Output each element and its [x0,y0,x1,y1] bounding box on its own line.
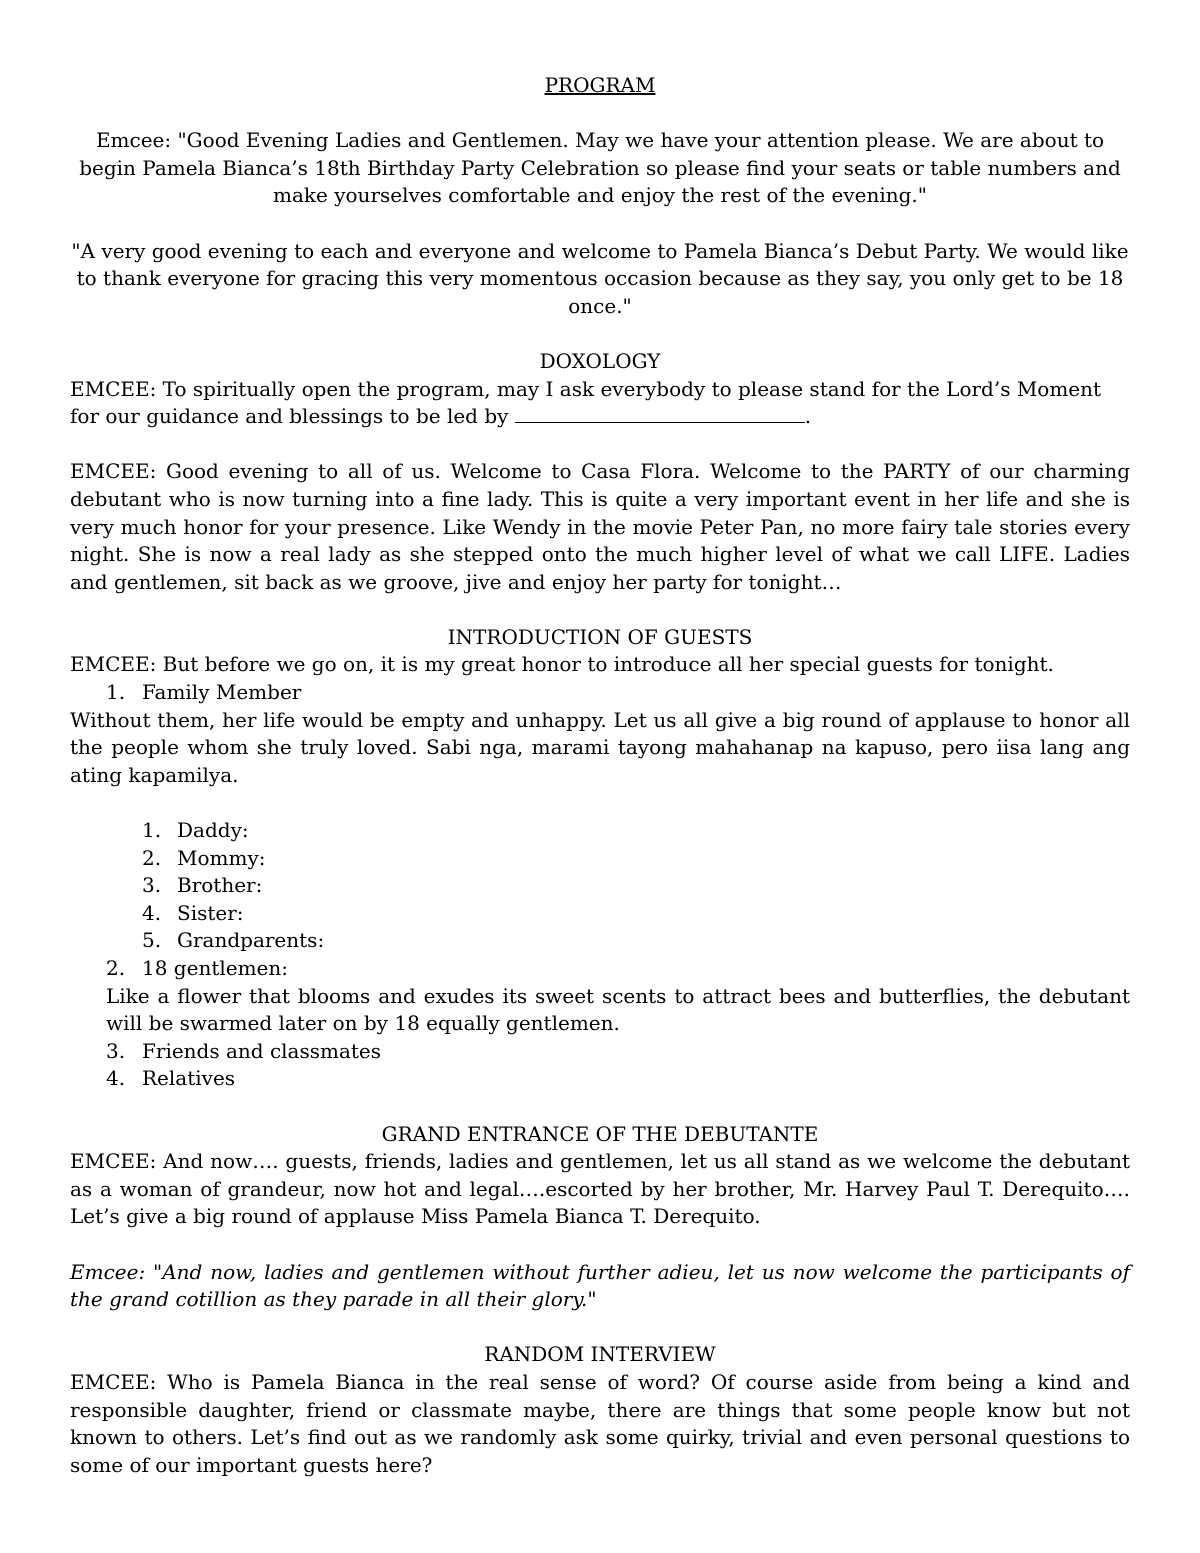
intro-paragraph-1: Emcee: "Good Evening Ladies and Gentlemen. May we have your attention please. We are about to begin Pamela Bianca’s 18th Birthday Party Celebration so please find your seats or table numbers and make yourselves comfortable and enjoy the rest of the evening." [79,128,1121,208]
family-member-label: Brother: [177,873,263,898]
spacer [70,1314,1130,1342]
intro-paragraph-2: "A very good evening to each and everyone and welcome to Pamela Bianca’s Debut Party. We would like to thank everyone for gracing this very momentous occasion because as they say, you only get to be 18 once." [71,238,1129,318]
spacer [70,596,1130,624]
interview-paragraph: EMCEE: Who is Pamela Bianca in the real sense of word? Of course aside from being a kind and responsible daughter, friend or classmate maybe, there are things that some people know but not known to others. Let’s find out as we randomly ask some quirky, trivial and even personal questions to some of our important guests here? [70,1369,1130,1477]
gentlemen-paragraph: Like a flower that blooms and exudes its sweet scents to attract bees and butterflies, the debutant will be swarmed later on by 18 equally gentlemen. [106,983,1130,1036]
spacer [70,431,1130,459]
welcome-paragraph: EMCEE: Good evening to all of us. Welcome to Casa Flora. Welcome to the PARTY of our charming debutant who is now turning into a fine lady. This is quite a very important event in her life and she is very much honor for your presence. Like Wendy in the movie Peter Pan, no more fairy tale stories every night. She is now a real lady as she stepped onto the much higher level of what we call LIFE. Ladies and gentlemen, sit back as we groove, jive and enjoy her party for tonight… [70,459,1130,594]
list-number: 5. [142,928,162,953]
leader-name-blank [515,404,805,423]
family-member-item [70,872,1130,900]
list-number: 2. [142,845,162,870]
entrance-paragraph: EMCEE: And now…. guests, friends, ladies and gentlemen, let us all stand as we welcome the debutant as a woman of grandeur, now hot and legal….escorted by her brother, Mr. Harvey Paul T. Derequito…. Let’s give a big round of applause Miss Pamela Bianca T. Derequito. [70,1149,1130,1229]
list-number: 3. [106,1038,126,1063]
guest-list [70,679,1130,707]
guest-list-continued [70,955,1130,983]
family-member-label: Grandparents: [177,928,325,953]
guests-intro: EMCEE: But before we go on, it is my great honor to introduce all her special guests for tonight. [70,652,1054,677]
document-page [70,72,1130,1479]
spacer [70,100,1130,128]
page-title: PROGRAM [544,73,656,97]
list-item [70,955,1130,983]
family-member-label: Sister: [177,900,244,925]
doxology-text: EMCEE: To spiritually open the program, may I ask everybody to please stand for the Lord’s Moment for our guidance and blessings to be led by [70,376,1102,429]
spacer [70,789,1130,817]
guests-heading: INTRODUCTION OF GUESTS [447,624,753,649]
family-paragraph: Without them, her life would be empty and unhappy. Let us all give a big round of applause to honor all the people whom she truly loved. Sabi nga, marami tayong mahahanap na kapuso, pero iisa lang ang ating kapamilya. [70,707,1130,787]
list-item-label: Family Member [142,680,302,705]
family-member-item [70,900,1130,928]
interview-heading: RANDOM INTERVIEW [484,1342,716,1367]
cotillion-paragraph: Emcee: "And now, ladies and gentlemen without further adieu, let us now welcome the participants of the grand cotillion as they parade in all their glory." [70,1259,1130,1312]
list-number: 4. [142,900,162,925]
list-number: 4. [106,1066,126,1091]
entrance-heading: GRAND ENTRANCE OF THE DEBUTANTE [381,1121,819,1146]
family-member-label: Daddy: [177,818,249,843]
family-member-item [70,845,1130,873]
list-number: 1. [142,818,162,843]
guest-list-continued [70,1038,1130,1093]
list-number: 3. [142,873,162,898]
spacer [70,210,1130,238]
spacer [70,1093,1130,1121]
family-member-list [70,817,1130,955]
doxology-paragraph [70,376,1130,431]
list-item-label: 18 gentlemen: [142,956,289,980]
family-member-item [70,927,1130,955]
list-item [70,1038,1130,1066]
doxology-end: . [804,404,812,429]
spacer [70,1231,1130,1259]
list-number: 1. [106,680,126,705]
doxology-heading: DOXOLOGY [539,348,661,373]
list-item-label: Relatives [142,1066,236,1091]
family-member-label: Mommy: [177,845,266,870]
spacer [70,320,1130,348]
list-item [70,679,1130,707]
list-item [70,1065,1130,1093]
list-item-label: Friends and classmates [142,1038,382,1063]
family-member-item [70,817,1130,845]
list-number: 2. [106,956,126,980]
